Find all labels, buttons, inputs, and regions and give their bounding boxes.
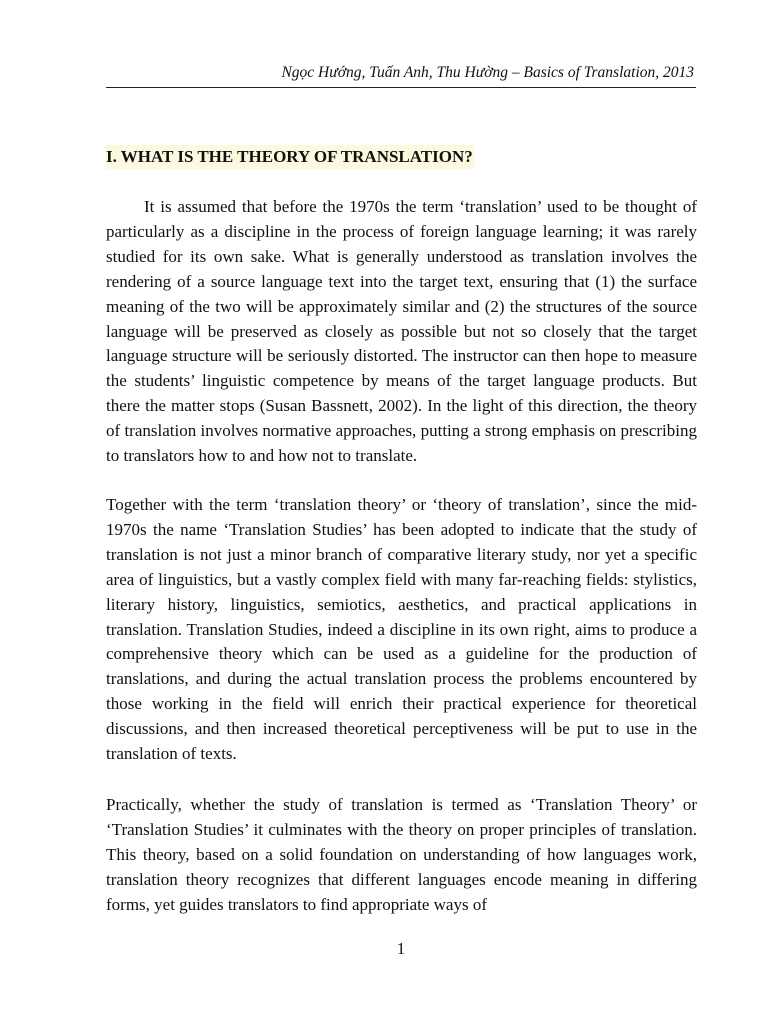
page-number: 1 (396, 939, 406, 958)
body-paragraph-2: Together with the term ‘translation theory’ or ‘theory of translation’, since the mid-1970s the name ‘Translation Studies’ has been adopted to indicate that the study of translation is not just a minor branch of comparative literary study, nor yet a specific area of linguistics, but a vastly complex field with many far-reaching fields: stylistics, literary history, linguistics, semiotics, aesthetics, and practical applications in translation. Translation Studies, indeed a discipline in its own right, aims to produce a comprehensive theory which can be used as a guideline for the production of translations, and during the actual translation process the problems encountered by those working in the field will enrich their practical experience for theoretical discussions, and then increased theoretical perceptiveness will be put to use in the translation of texts. (106, 495, 697, 764)
header-divider (106, 87, 696, 88)
running-header: Ngọc Hướng, Tuấn Anh, Thu Hường – Basics of Translation, 2013 (281, 64, 694, 81)
body-paragraph-1: It is assumed that before the 1970s the term ‘translation’ used to be thought of particularly as a discipline in the process of foreign language learning; it was rarely studied for its own sake. What is generally understood as translation involves the rendering of a source language text into the target text, ensuring that (1) the surface meaning of the two will be approximately similar and (2) the structures of the source language will be preserved as closely as possible but not so closely that the target language structure will be seriously distorted. The instructor can then hope to measure the students’ linguistic competence by means of the target language products. But there the matter stops (Susan Bassnett, 2002). In the light of this direction, the theory of translation involves normative approaches, putting a strong emphasis on prescribing to translators how to and how not to translate. (106, 197, 697, 466)
section-heading: I. WHAT IS THE THEORY OF TRANSLATION? (106, 145, 475, 169)
body-paragraph-3: Practically, whether the study of translation is termed as ‘Translation Theory’ or ‘Translation Studies’ it culminates with the theory on proper principles of translation. This theory, based on a solid foundation on understanding of how languages work, translation theory recognizes that different languages encode meaning in differing forms, yet guides translators to find appropriate ways of (106, 795, 697, 914)
